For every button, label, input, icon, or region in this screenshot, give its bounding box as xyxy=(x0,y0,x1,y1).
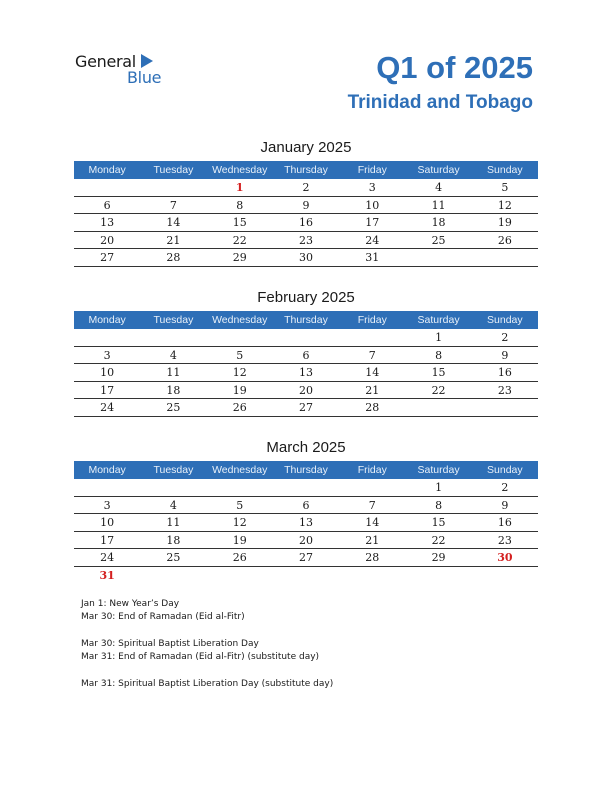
day-cell: 4 xyxy=(169,348,177,362)
day-cell xyxy=(74,179,140,196)
day-cell: 23 xyxy=(497,383,512,397)
holiday-note: Mar 30: Spiritual Baptist Liberation Day xyxy=(81,639,259,649)
day-cell: 10 xyxy=(100,516,115,529)
day-cell: 2 xyxy=(501,331,509,344)
day-cell: 21 xyxy=(166,233,181,247)
weekday-label: Monday xyxy=(88,314,126,326)
weekday-label: Wednesday xyxy=(212,164,268,176)
day-cell: 15 xyxy=(431,366,446,379)
day-cell: 28 xyxy=(365,551,380,564)
day-cell: 2 xyxy=(302,181,310,194)
day-cell: 29 xyxy=(232,251,247,264)
day-cell: 26 xyxy=(232,401,247,414)
week-row xyxy=(74,179,538,197)
day-cell: 4 xyxy=(435,181,443,194)
note-spacer xyxy=(81,664,333,678)
day-cell xyxy=(339,479,405,496)
day-cell: 1 xyxy=(435,331,443,344)
day-cell: 18 xyxy=(166,383,181,397)
holiday-note: Mar 31: End of Ramadan (Eid al-Fitr) (substitute day) xyxy=(81,652,320,662)
holiday-notes xyxy=(81,598,333,691)
day-cell xyxy=(405,399,471,416)
day-cell: 15 xyxy=(431,516,446,529)
month-calendar xyxy=(74,288,538,417)
day-cell: 9 xyxy=(501,498,509,512)
week-row xyxy=(74,399,538,417)
day-cell: 20 xyxy=(100,233,115,247)
generalblue-logo xyxy=(75,52,185,92)
day-cell: 23 xyxy=(298,233,313,247)
day-cell: 21 xyxy=(365,383,380,397)
weekday-label: Sunday xyxy=(487,314,523,326)
day-cell xyxy=(339,567,405,584)
day-cell: 18 xyxy=(431,216,446,229)
day-cell: 16 xyxy=(497,366,512,379)
day-cell: 6 xyxy=(302,498,310,512)
day-cell: 13 xyxy=(298,366,313,379)
day-cell: 16 xyxy=(298,216,313,229)
day-cell: 11 xyxy=(431,198,446,212)
day-cell: 21 xyxy=(365,533,380,547)
holiday-note: Mar 31: Spiritual Baptist Liberation Day (substitute day) xyxy=(81,679,334,689)
weekday-label: Sunday xyxy=(487,464,523,476)
day-cell: 5 xyxy=(501,181,509,194)
day-cell: 3 xyxy=(103,498,111,512)
day-cell: 14 xyxy=(365,516,380,529)
week-row xyxy=(74,329,538,347)
day-cell: 7 xyxy=(169,198,177,212)
day-cell xyxy=(339,329,405,346)
day-cell: 6 xyxy=(302,348,310,362)
week-row xyxy=(74,249,538,267)
weekday-label: Monday xyxy=(88,164,126,176)
weekday-label: Wednesday xyxy=(212,314,268,326)
day-cell xyxy=(273,329,339,346)
day-cell: 28 xyxy=(166,251,181,264)
day-cell: 6 xyxy=(103,198,111,212)
day-cell: 29 xyxy=(431,551,446,564)
day-cell: 9 xyxy=(501,348,509,362)
day-cell xyxy=(207,329,273,346)
day-cell xyxy=(140,479,206,496)
day-cell xyxy=(472,249,538,266)
day-cell: 12 xyxy=(497,198,512,212)
holiday-note: Mar 30: End of Ramadan (Eid al-Fitr) xyxy=(81,612,245,622)
day-cell: 9 xyxy=(302,198,310,212)
day-cell: 8 xyxy=(435,498,443,512)
day-cell: 22 xyxy=(431,533,446,547)
day-cell: 24 xyxy=(365,233,380,247)
weekday-label: Thursday xyxy=(284,164,328,176)
day-cell: 17 xyxy=(100,383,115,397)
weekday-header xyxy=(74,311,538,329)
day-cell: 8 xyxy=(435,348,443,362)
day-cell: 17 xyxy=(100,533,115,547)
week-row xyxy=(74,514,538,532)
day-cell: 1 xyxy=(235,181,244,194)
day-cell xyxy=(74,479,140,496)
weekday-label: Saturday xyxy=(417,164,460,176)
day-cell: 10 xyxy=(100,366,115,379)
weekday-label: Sunday xyxy=(487,164,523,176)
note-spacer xyxy=(81,624,333,638)
day-cell xyxy=(273,567,339,584)
month-title: February 2025 xyxy=(257,289,355,306)
weekday-label: Tuesday xyxy=(153,314,194,326)
week-row xyxy=(74,197,538,215)
day-cell: 1 xyxy=(435,481,443,494)
day-cell: 18 xyxy=(166,533,181,547)
day-cell xyxy=(207,567,273,584)
day-cell: 12 xyxy=(232,366,247,379)
month-calendar xyxy=(74,138,538,267)
week-row xyxy=(74,347,538,365)
day-cell xyxy=(140,329,206,346)
day-cell: 24 xyxy=(100,551,115,564)
day-cell: 13 xyxy=(298,516,313,529)
weekday-header xyxy=(74,461,538,479)
weekday-label: Thursday xyxy=(284,464,328,476)
day-cell: 19 xyxy=(232,383,247,397)
day-cell: 28 xyxy=(365,401,380,414)
day-cell: 31 xyxy=(99,568,115,582)
week-row xyxy=(74,232,538,250)
day-cell: 5 xyxy=(236,348,244,362)
day-cell: 24 xyxy=(100,401,115,414)
day-cell: 26 xyxy=(497,233,512,247)
weekday-label: Saturday xyxy=(417,314,460,326)
day-cell: 20 xyxy=(298,533,313,547)
week-row xyxy=(74,479,538,497)
day-cell: 5 xyxy=(236,498,244,512)
weekday-label: Saturday xyxy=(417,464,460,476)
weekday-label: Thursday xyxy=(284,314,328,326)
day-cell xyxy=(74,329,140,346)
weekday-label: Wednesday xyxy=(212,464,268,476)
day-cell xyxy=(140,567,206,584)
day-cell xyxy=(273,479,339,496)
week-row xyxy=(74,382,538,400)
day-cell: 19 xyxy=(497,216,512,229)
day-cell: 23 xyxy=(497,533,512,547)
day-cell: 2 xyxy=(501,481,509,494)
day-cell xyxy=(140,179,206,196)
day-cell: 15 xyxy=(232,216,247,229)
day-cell: 27 xyxy=(100,251,115,264)
day-cell: 30 xyxy=(497,551,513,564)
country-subtitle: Trinidad and Tobago xyxy=(347,92,533,113)
week-row xyxy=(74,364,538,382)
day-cell: 7 xyxy=(368,348,376,362)
day-cell: 16 xyxy=(497,516,512,529)
day-cell: 17 xyxy=(365,216,380,229)
day-cell: 13 xyxy=(100,216,115,229)
day-cell: 31 xyxy=(365,251,380,264)
page-title: Q1 of 2025 xyxy=(376,50,533,85)
day-cell: 3 xyxy=(103,348,111,362)
day-cell xyxy=(405,567,471,584)
weekday-label: Friday xyxy=(357,164,387,176)
holiday-note: Jan 1: New Year’s Day xyxy=(81,599,180,609)
weekday-label: Friday xyxy=(357,314,387,326)
day-cell: 25 xyxy=(431,233,446,247)
day-cell: 30 xyxy=(298,251,313,264)
day-cell: 10 xyxy=(365,198,380,212)
day-cell xyxy=(207,479,273,496)
day-cell: 22 xyxy=(431,383,446,397)
day-cell: 8 xyxy=(236,198,244,212)
month-calendar xyxy=(74,438,538,584)
week-row xyxy=(74,214,538,232)
day-cell xyxy=(405,249,471,266)
weekday-label: Tuesday xyxy=(153,464,194,476)
week-row xyxy=(74,532,538,550)
day-cell: 20 xyxy=(298,383,313,397)
logo-word-blue: Blue xyxy=(127,68,162,87)
day-cell: 11 xyxy=(166,516,181,529)
week-row-overflow xyxy=(74,567,538,584)
week-row xyxy=(74,497,538,515)
day-cell: 3 xyxy=(368,181,376,194)
day-cell: 25 xyxy=(166,401,181,414)
weekday-label: Tuesday xyxy=(153,164,194,176)
day-cell: 22 xyxy=(232,233,247,247)
day-cell: 27 xyxy=(298,401,313,414)
weekday-label: Monday xyxy=(88,464,126,476)
day-cell: 7 xyxy=(368,498,376,512)
day-cell: 14 xyxy=(166,216,181,229)
day-cell: 14 xyxy=(365,366,380,379)
day-cell: 19 xyxy=(232,533,247,547)
logo-word-general: General xyxy=(75,52,136,71)
day-cell: 27 xyxy=(298,551,313,564)
week-row xyxy=(74,549,538,567)
month-title: January 2025 xyxy=(260,139,352,156)
weekday-label: Friday xyxy=(357,464,387,476)
day-cell: 12 xyxy=(232,516,247,529)
day-cell xyxy=(472,399,538,416)
day-cell: 26 xyxy=(232,551,247,564)
day-cell: 11 xyxy=(166,366,181,379)
logo-triangle-icon xyxy=(141,54,153,68)
day-cell xyxy=(472,567,538,584)
month-title: March 2025 xyxy=(266,439,346,456)
weekday-header xyxy=(74,161,538,179)
day-cell: 4 xyxy=(169,498,177,512)
day-cell: 25 xyxy=(166,551,181,564)
